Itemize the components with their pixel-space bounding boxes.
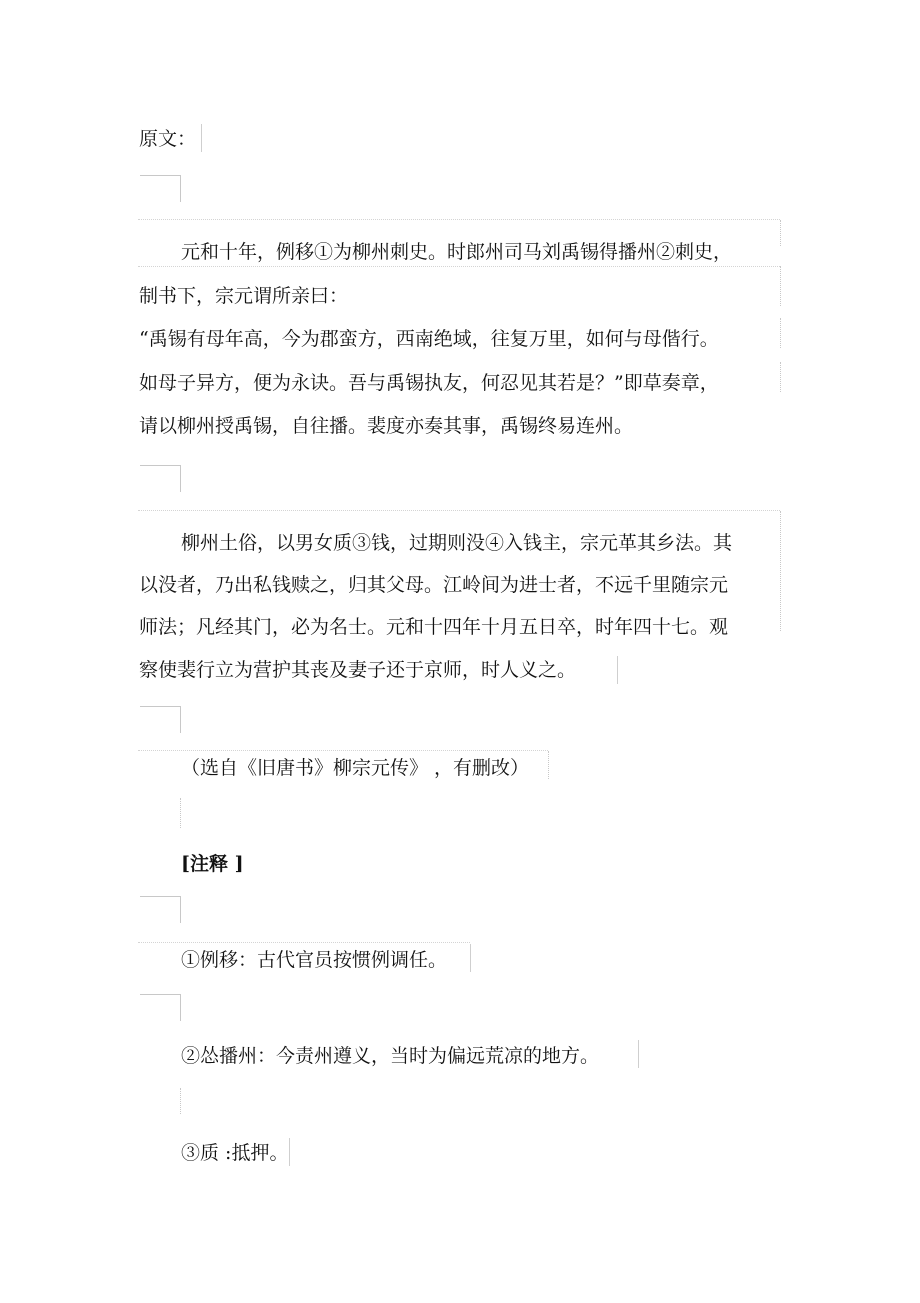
frame-mark [617,656,618,684]
frame-mark [780,362,781,392]
frame-mark [180,798,181,828]
frame-mark [140,465,181,492]
frame-mark [140,706,181,733]
paragraph-line: 如母子异方，便为永诀。吾与禹锡执友，何忍见其若是？”即草奏章， [139,372,719,394]
paragraph-line: 制书下，宗元谓所亲曰： [139,285,349,307]
frame-mark [140,994,181,1021]
frame-mark [201,124,202,152]
frame-mark [138,942,470,943]
paragraph-line: “禹锡有母年高，今为郡蛮方，西南绝域，往复万里，如何与母偕行。 [139,328,719,350]
paragraph-line: 师法；凡经其门，必为名士。元和十四年十月五日卒，时年四十七。观 [139,616,729,638]
frame-mark [138,266,780,267]
note-item: ①例移：古代官员按惯例调任。 [181,949,448,971]
frame-mark [138,219,780,220]
frame-mark [138,750,548,751]
notes-heading: [注释 ] [181,853,244,875]
frame-mark [780,318,781,348]
frame-mark [140,175,181,202]
frame-mark [780,266,781,306]
frame-mark [289,1138,290,1166]
paragraph-line: 元和十年，例移①为柳州刺史。时郎州司马刘禹锡得播州②刺史， [181,241,733,263]
frame-mark [140,896,181,923]
frame-mark [180,1088,181,1114]
paragraph-line: 以没者，乃出私钱赎之，归其父母。江岭间为进士者，不远千里随宗元 [139,574,729,596]
frame-mark [470,944,471,972]
paragraph-line: 柳州土俗，以男女质③钱，过期则没④入钱主，宗元革其乡法。其 [181,532,733,554]
frame-mark [638,1040,639,1068]
note-item: ③质 :抵押。 [181,1142,289,1164]
note-item: ②怂播州：今责州遵义，当时为偏远荒凉的地方。 [181,1045,600,1067]
source-citation: （选自《旧唐书》柳宗元传》 ，有删改） [181,757,530,779]
frame-mark [138,510,780,511]
paragraph-line: 察使裴行立为营护其丧及妻子还于京师，时人义之。 [139,659,577,681]
frame-mark [780,220,781,246]
frame-mark [780,511,781,631]
heading-original-text: 原文： [139,128,197,150]
frame-mark [548,751,549,779]
paragraph-line: 请以柳州授禹锡，自往播。裴度亦奏其事，禹锡终易连州。 [139,415,634,437]
